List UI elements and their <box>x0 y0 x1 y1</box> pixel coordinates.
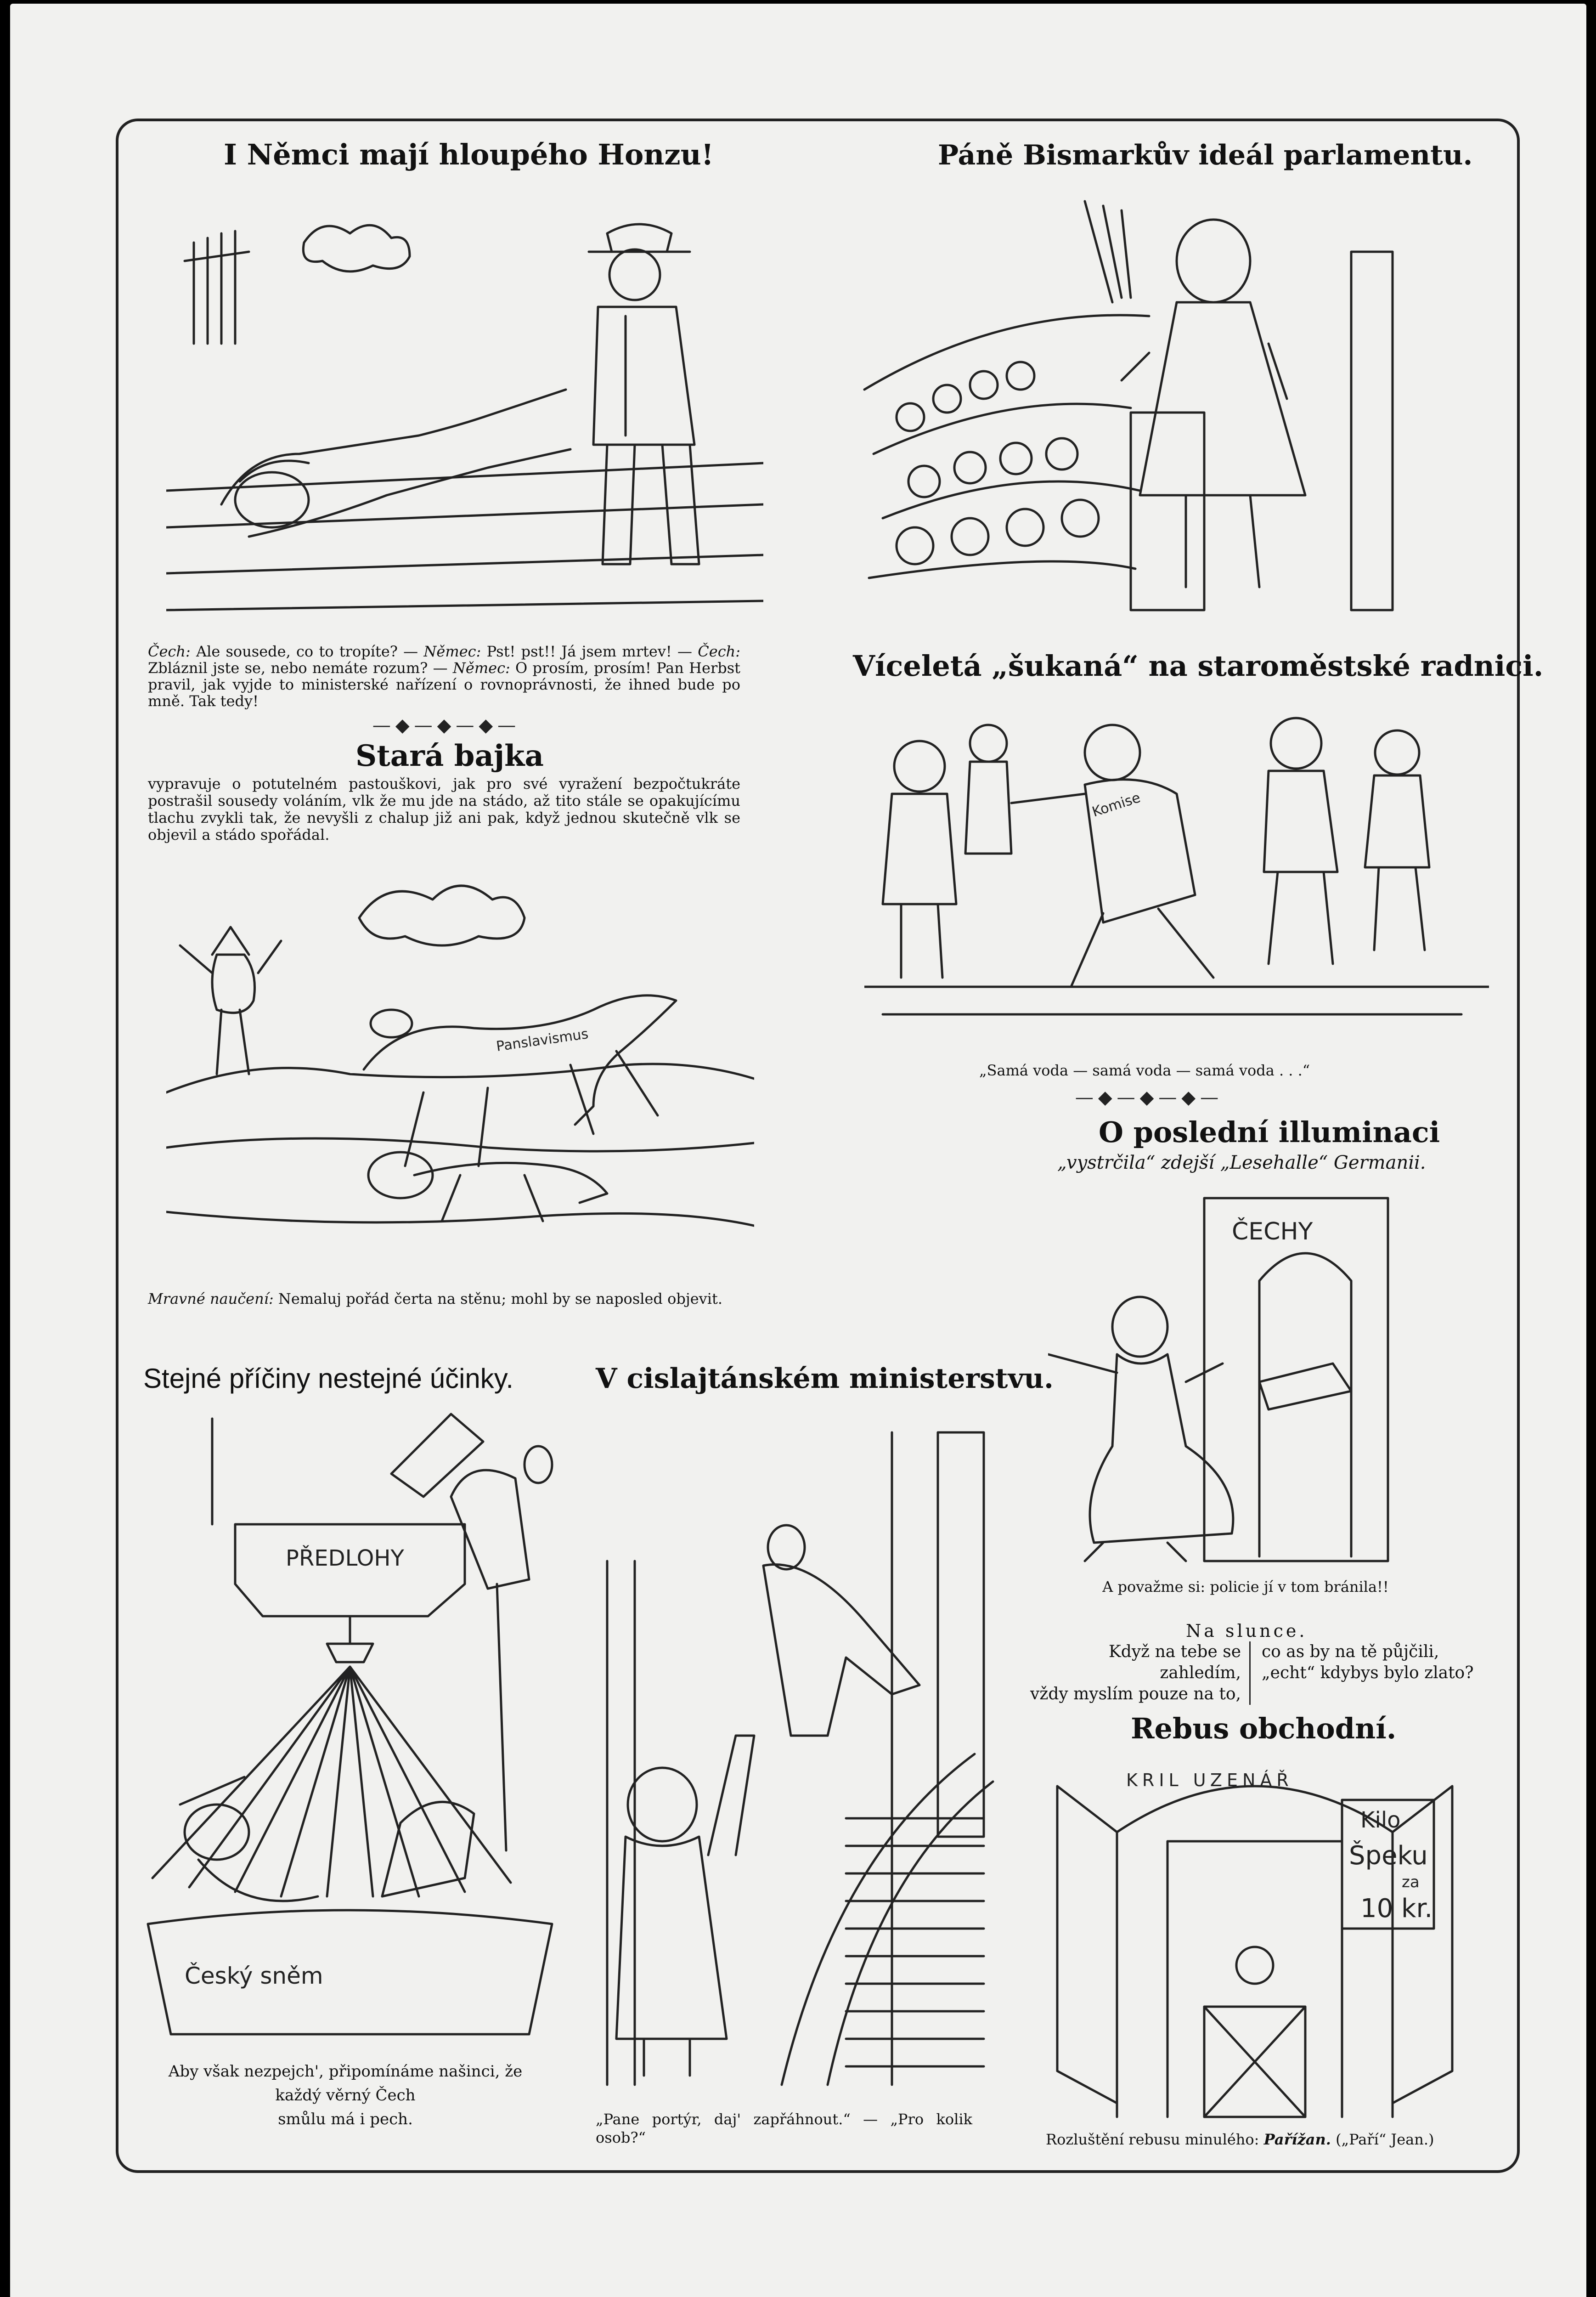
moral-text: Nemaluj pořád čerta na stěnu; mohl by se naposled objevit. <box>278 1290 723 1307</box>
caption-honza <box>148 643 740 709</box>
subtitle-illuminace: „vystrčila“ zdejší „Lesehalle“ Germanii. <box>1057 1152 1426 1173</box>
ornament-divider-2: —◆—◆—◆— <box>1075 1087 1224 1108</box>
rebus-answer-word: Pařížan. <box>1263 2131 1331 2148</box>
poem-line-3: co as by na tě půjčili, <box>1262 1642 1439 1661</box>
poem-line-1: Když na tebe se zahledím, <box>1108 1642 1241 1682</box>
board-line-3: za <box>1402 1873 1420 1891</box>
newspaper-page <box>10 4 1586 2297</box>
illustration-honza <box>166 206 763 619</box>
back-label: Komise <box>1090 789 1143 820</box>
moral-bajka <box>148 1290 740 1307</box>
rebus-answer-tail: („Paří“ Jean.) <box>1336 2131 1434 2148</box>
caption-honza-text3: Zbláznil jste se, nebo nemáte rozum? — <box>148 659 448 677</box>
caption-illuminace: A považme si: policie jí v tom bránila!! <box>1102 1578 1389 1595</box>
wolf-label: Panslavismus <box>495 1026 590 1055</box>
text-bajka: vypravuje o potutelném pastouškovi, jak pro své vyražení bezpočtukráte postrašil sousedy voláním, vlk že mu jde na stádo, až tito stále se opakujícímu tlachu zvykli tak, že nevyšli z chalup již ani pak, když jednou skutečně vlk se objevil a stádo spořádal. <box>148 775 740 843</box>
illustration-sukana <box>864 711 1489 1033</box>
poem-line-4: „echt“ kdybys bylo zlato? <box>1262 1663 1474 1682</box>
poem-slunce-left <box>1025 1641 1251 1705</box>
rebus-answer <box>1046 2131 1434 2148</box>
title-rebus: Rebus obchodní. <box>1131 1712 1397 1745</box>
title-ministerstvo: V cislajtánském ministerstvu. <box>596 1363 1054 1395</box>
title-honza: I Němci mají hloupého Honzu! <box>224 138 714 171</box>
caption-honza-lead3: Čech: <box>698 643 741 660</box>
illustration-bismarck <box>855 197 1484 628</box>
caption-honza-text2: Pst! pst!! Já jsem mrtev! — <box>486 643 693 660</box>
rebus-answer-lead: Rozluštění rebusu minulého: <box>1046 2131 1259 2148</box>
illustration-priciny <box>134 1409 557 2043</box>
board-line-1: Kilo <box>1360 1807 1401 1833</box>
tub-label: Český sněm <box>185 1963 323 1989</box>
illustration-illuminace <box>1048 1189 1443 1566</box>
caption-priciny-line-3: smůlu má i pech. <box>278 2110 413 2128</box>
ornament-divider: —◆—◆—◆— <box>372 715 521 736</box>
hopper-label: PŘEDLOHY <box>286 1545 404 1571</box>
caption-sukana: „Samá voda — samá voda — samá voda . . .“ <box>979 1062 1310 1079</box>
title-bismarck: Páně Bismarkův ideál parlamentu. <box>938 139 1473 171</box>
board-line-2: Špeku <box>1349 1841 1428 1871</box>
poem-slunce-right <box>1262 1641 1478 1684</box>
caption-honza-text1: Ale sousede, co to tropíte? — <box>196 643 418 660</box>
shop-sign: KRIL UZENÁŘ <box>1126 1770 1293 1790</box>
title-bajka: Stará bajka <box>355 739 544 773</box>
caption-honza-lead2: Němec: <box>423 643 481 660</box>
illustration-ministerstvo <box>589 1423 1011 2094</box>
title-slunce: Na slunce. <box>1186 1621 1308 1641</box>
title-priciny: Stejné příčiny nestejné účinky. <box>143 1363 513 1394</box>
caption-honza-lead4: Němec: <box>452 659 510 677</box>
poem-line-2: vždy myslím pouze na to, <box>1030 1685 1241 1703</box>
caption-honza-lead1: Čech: <box>148 643 191 660</box>
illustration-bajka <box>166 854 754 1285</box>
board-line-4: 10 kr. <box>1360 1894 1433 1924</box>
caption-ministerstvo: „Pane portýr, daj' zapřáhnout.“ — „Pro kolik osob?“ <box>596 2110 972 2146</box>
caption-priciny-line-1: Aby však nezpejch', připomínáme našinci, že <box>168 2062 523 2081</box>
moral-lead: Mravné naučení: <box>148 1290 274 1307</box>
illustration-rebus <box>1048 1749 1461 2122</box>
caption-priciny <box>116 2059 575 2131</box>
caption-honza-text4: O prosím, prosím! Pan Herbst pravil, jak vyjde to ministerské nařízení o rovnoprávnosti, že ihned bude po mně. Tak tedy! <box>148 659 741 710</box>
door-label: ČECHY <box>1232 1218 1313 1245</box>
title-illuminace: O poslední illuminaci <box>1099 1115 1440 1149</box>
title-sukana: Víceletá „šukaná“ na staroměstské radnici. <box>853 649 1544 683</box>
caption-priciny-line-2: každý věrný Čech <box>275 2086 416 2105</box>
